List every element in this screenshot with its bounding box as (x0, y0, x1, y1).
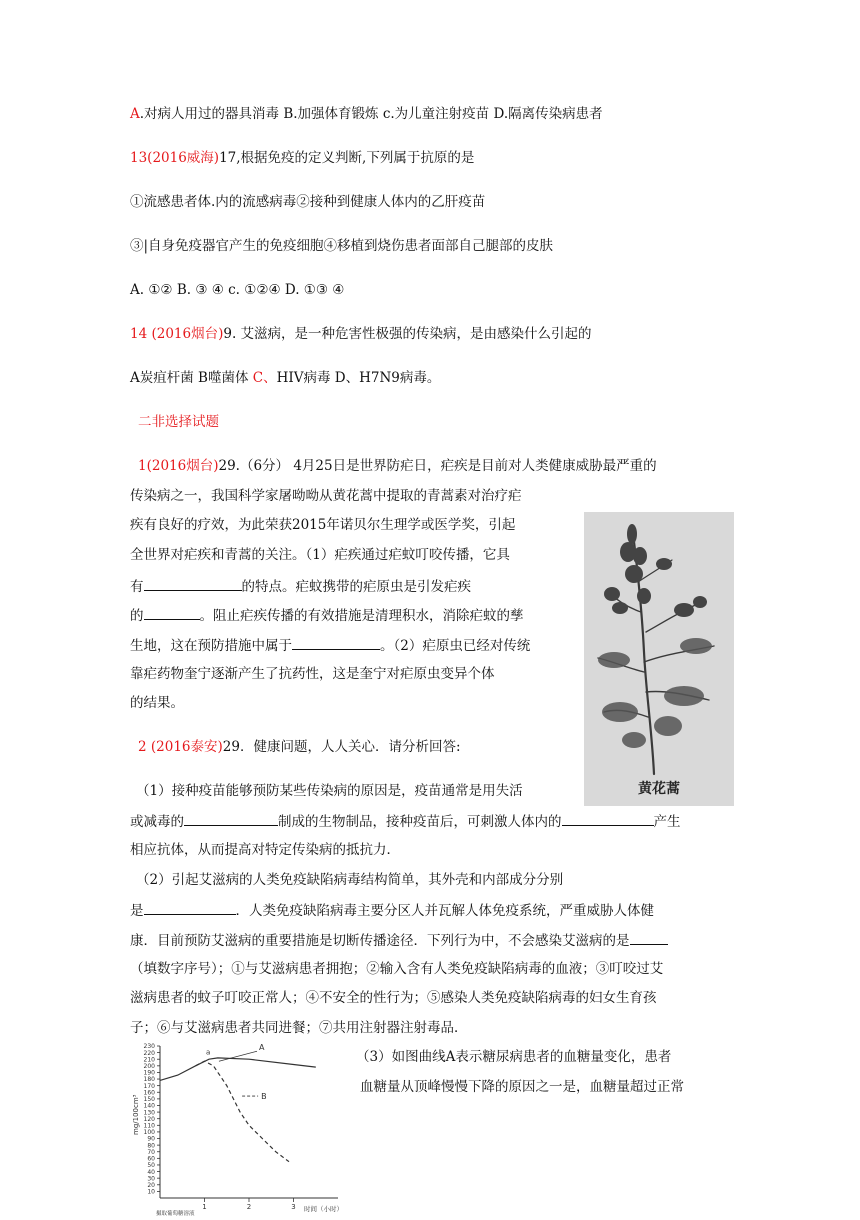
nq1-text1: 29.（6分） 4月25日是世界防疟日，疟疾是目前对人类健康威胁最严重的 (218, 458, 657, 474)
nq1-line6 (130, 604, 524, 626)
nq1-text7a: 生地，这在预防措施中属于 (130, 638, 292, 654)
y-tick-label: 40 (147, 1168, 155, 1176)
y-tick-label: 200 (143, 1063, 155, 1071)
artemisia-drawing (584, 512, 734, 806)
q14-options-part1: A炭疽杆菌 B噬菌体 (130, 370, 253, 386)
nq1-line8: 靠疟药物奎宁逐渐产生了抗药性，这是奎宁对疟原虫变异个体 (130, 666, 495, 682)
y-tick-label: 10 (147, 1188, 155, 1196)
nq2-p1-line2 (130, 810, 681, 832)
y-tick-label: 180 (143, 1076, 155, 1084)
answer-blank[interactable] (562, 810, 654, 826)
nq2-p2-line6: 子；⑥与艾滋病患者共同进餐；⑦共用注射器注射毒品． (130, 1020, 468, 1036)
q13-options: A. ①② B. ③ ④ c. ①②④ D. ①③ ④ (130, 282, 345, 298)
nq1-text6a: 的 (130, 608, 144, 624)
y-tick-label: 20 (147, 1181, 155, 1189)
figure-caption: 黄花蒿 (638, 781, 680, 797)
series-B-line (196, 1061, 289, 1162)
answer-blank[interactable] (144, 604, 200, 620)
y-tick-label: 160 (143, 1089, 155, 1097)
nq1-text5b: 的特点。疟蚊携带的疟原虫是引发疟疾 (241, 579, 471, 595)
y-tick-label: 100 (143, 1129, 155, 1137)
y-tick-label: 90 (147, 1135, 155, 1143)
nq1-line1 (138, 456, 657, 476)
nq2-p1-text2c: 产生 (653, 814, 681, 830)
nq1-text7b: 。（2）疟原虫已经对传统 (380, 638, 531, 654)
nq2-p3-line2: 血糖量从顶峰慢慢下降的原因之一是，血糖量超过正常 (360, 1079, 684, 1095)
x-tick-label: 1 (202, 1203, 207, 1211)
x-tick-label: 2 (246, 1203, 252, 1211)
glucose-intake-note: 摄取葡萄糖溶液 (156, 1211, 195, 1216)
nq2-p1-line3: 相应抗体，从而提高对特定传染病的抵抗力． (130, 842, 400, 858)
nq1-line3: 疾有良好的疗效，为此荣获2015年诺贝尔生理学或医学奖，引起 (130, 517, 516, 533)
nq2-p2-text2a: 是 (130, 903, 144, 919)
y-tick-label: 230 (143, 1043, 155, 1051)
y-tick-label: 140 (143, 1102, 155, 1110)
q13-source: 13(2016威海) (130, 150, 220, 166)
y-tick-label: 60 (147, 1155, 155, 1163)
nq1-line7 (130, 634, 530, 656)
q13-stem-line (130, 148, 474, 168)
y-tick-label: 130 (143, 1109, 155, 1117)
blood-glucose-chart (128, 1040, 350, 1216)
y-tick-label: 110 (143, 1122, 155, 1130)
nq2-p2-line2 (130, 899, 654, 921)
answer-blank[interactable] (184, 810, 278, 826)
y-tick-label: 210 (143, 1056, 155, 1064)
nq1-line4: 全世界对疟疾和青蒿的关注。（1）疟疾通过疟蚊叮咬传播，它具 (130, 547, 510, 563)
series-A-label: A (259, 1043, 265, 1053)
nq2-p1-text2b: 制成的生物制品，接种疫苗后，可刺激人体内的 (278, 814, 562, 830)
nq2-p2-text3: 康．目前预防艾滋病的重要措施是切断传播途径．下列行为中，不会感染艾滋病的是 (130, 933, 630, 949)
q14-option-c-label: C、 (252, 370, 277, 386)
y-tick-label: 150 (143, 1096, 155, 1104)
nq2-p1-line1: （1）接种疫苗能够预防某些传染病的原因是，疫苗通常是用失活 (136, 783, 523, 799)
series-B-label: B (261, 1092, 267, 1102)
nq1-line2: 传染病之一，我国科学家屠呦呦从黄花蒿中提取的青蒿素对治疗疟 (130, 488, 522, 504)
section-title: 二非选择试题 (138, 414, 219, 430)
y-tick-label: 220 (143, 1049, 155, 1057)
nq1-source: 1(2016烟台) (138, 458, 219, 474)
peak-label: a (205, 1048, 211, 1057)
q13-stem: 17,根据免疫的定义判断,下列属于抗原的是 (219, 150, 475, 166)
nq1-line9: 的结果。 (130, 695, 184, 711)
q13-items-line2: ③|自身免疫器官产生的免疫细胞④移植到烧伤患者面部自己腿部的皮肤 (130, 238, 554, 254)
y-tick-label: 80 (147, 1142, 155, 1150)
nq2-p2-line1: （2）引起艾滋病的人类免疫缺陷病毒结构简单，其外壳和内部成分分别 (136, 872, 564, 888)
q12-option-a-letter: A (130, 106, 140, 122)
nq2-p1-text2a: 或减毒的 (130, 814, 184, 830)
q14-options (130, 368, 440, 388)
x-tick-label: 3 (291, 1203, 296, 1211)
nq2-p2-text2b: ．人类免疫缺陷病毒主要分区人并瓦解人体免疫系统，严重威胁人体健 (235, 903, 654, 919)
nq2-stem-line (138, 737, 461, 757)
nq2-p3-line1: （3）如图曲线A表示糖尿病患者的血糖量变化，患者 (356, 1049, 672, 1065)
series-A-line (160, 1058, 316, 1081)
artemisia-figure (584, 512, 734, 806)
y-tick-label: 70 (147, 1148, 155, 1156)
y-tick-label: 190 (143, 1069, 155, 1077)
nq2-p2-line5: 滋病患者的蚊子叮咬正常人；④不安全的性行为；⑤感染人类免疫缺陷病毒的妇女生育孩 (130, 990, 657, 1006)
y-axis-label: mg/100cm³ (132, 1094, 140, 1135)
q13-items-line1: ①流感患者体.内的流感病毒②接种到健康人体内的乙肝疫苗 (130, 194, 486, 210)
q14-stem: 9. 艾滋病，是一种危害性极强的传染病，是由感染什么引起的 (223, 326, 592, 342)
answer-blank[interactable] (144, 899, 236, 915)
q14-options-part2: HIV病毒 D、H7N9病毒。 (276, 370, 441, 386)
nq1-text5a: 有 (130, 579, 144, 595)
y-tick-label: 30 (147, 1175, 155, 1183)
chart-svg (128, 1040, 350, 1216)
nq1-text6b: 。阻止疟疾传播的有效措施是清理积水，消除疟蚊的孳 (199, 608, 524, 624)
answer-blank[interactable] (630, 929, 668, 945)
y-tick-label: 120 (143, 1115, 155, 1123)
q14-stem-line (130, 324, 592, 344)
nq1-line5 (130, 575, 471, 597)
nq2-source: 2 (2016泰安) (138, 739, 223, 755)
answer-blank[interactable] (292, 634, 380, 650)
answer-blank[interactable] (144, 575, 242, 591)
q12-options-rest: .对病人用过的器具消毒 B.加强体育锻炼 c.为儿童注射疫苗 D.隔离传染病患者 (139, 106, 603, 122)
nq2-p2-line4: （填数字序号）；①与艾滋病患者拥抱；②输入含有人类免疫缺陷病毒的血液；③叮咬过艾 (130, 961, 664, 977)
q12-options (130, 104, 603, 124)
y-tick-label: 170 (143, 1082, 155, 1090)
y-tick-label: 50 (147, 1162, 155, 1170)
nq2-p2-line3 (130, 929, 668, 951)
nq2-stem: 29．健康问题，人人关心．请分析回答: (222, 739, 461, 755)
x-axis-label: 时间（小时） (304, 1205, 343, 1213)
q14-source: 14 (2016烟台) (130, 326, 224, 342)
